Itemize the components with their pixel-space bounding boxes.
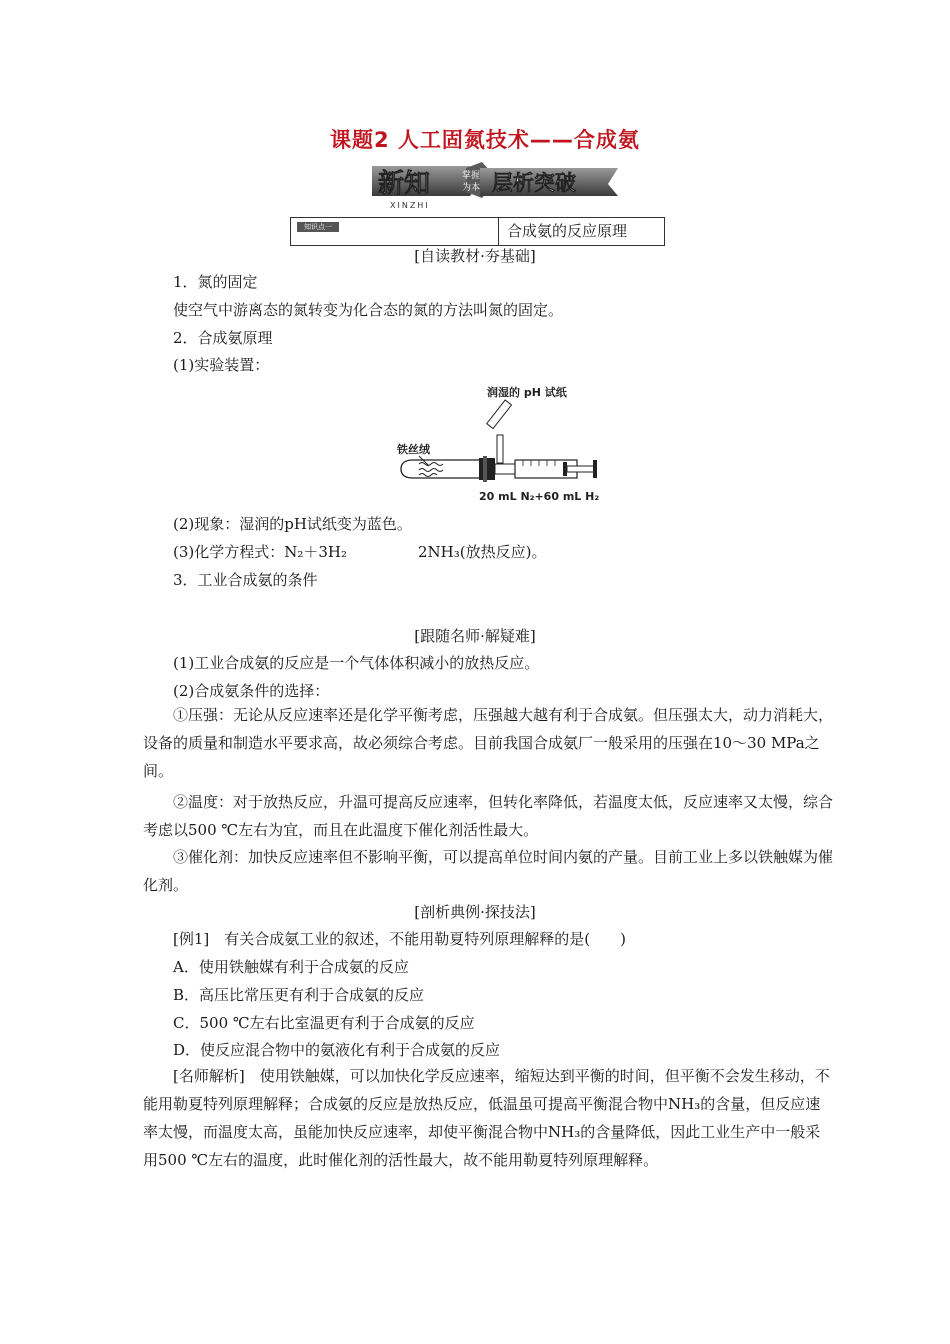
label-ph-paper: 润湿的 pH 试纸 — [487, 386, 567, 399]
heading-nitrogen-fixation: 1．氮的固定 — [173, 273, 258, 291]
sub-equation-right: 2NH₃(放热反应)。 — [418, 543, 547, 561]
section-header-teacher: [跟随名师·解疑难] — [414, 627, 536, 645]
page-title: 课题2 人工固氮技术——合成氨 — [330, 128, 640, 152]
banner-pinyin: XINZHI — [390, 201, 430, 210]
banner-small-text-1: 掌握 — [462, 171, 481, 181]
option-b: B．高压比常压更有利于合成氨的反应 — [173, 986, 425, 1004]
label-gas-mixture: 20 mL N₂+60 mL H₂ — [479, 490, 600, 503]
knowledge-point-box — [290, 217, 665, 246]
section-header-examples: [剖析典例·探技法] — [414, 903, 536, 921]
heading-industrial-conditions: 3．工业合成氨的条件 — [173, 571, 318, 589]
sub-phenomenon: (2)现象：湿润的pH试纸变为蓝色。 — [173, 515, 412, 533]
paragraph-catalyst: ③催化剂：加快反应速率但不影响平衡，可以提高单位时间内氨的产量。目前工业上多以铁触媒为催化剂。 — [143, 848, 834, 894]
option-d: D．使反应混合物中的氨液化有利于合成氨的反应 — [173, 1041, 501, 1059]
knowledge-point-tag: 知识点一 — [297, 222, 339, 232]
knowledge-point-title: 合成氨的反应原理 — [507, 222, 628, 240]
experiment-apparatus-figure — [395, 380, 600, 505]
paragraph-nitrogen-fixation: 使空气中游离态的氮转变为化合态的氮的方法叫氮的固定。 — [173, 301, 564, 319]
divider — [498, 218, 499, 245]
banner-small-text-2: 为本 — [462, 183, 481, 193]
option-c: C．500 ℃左右比室温更有利于合成氨的反应 — [173, 1014, 475, 1032]
banner-big-text-1: 新知 — [378, 169, 431, 199]
sub-apparatus: (1)实验装置： — [173, 356, 270, 374]
paragraph-condition-selection: (2)合成氨条件的选择： — [173, 682, 330, 700]
section-header-self-study: [自读教材·夯基础] — [414, 247, 536, 265]
heading-synthesis-principle: 2．合成氨原理 — [173, 329, 273, 347]
paragraph-reaction-nature: (1)工业合成氨的反应是一个气体体积减小的放热反应。 — [173, 654, 540, 672]
sub-equation-left: (3)化学方程式：N₂＋3H₂ — [173, 543, 348, 561]
section-banner — [370, 162, 620, 210]
paragraph-temperature: ②温度：对于放热反应，升温可提高反应速率，但转化率降低，若温度太低，反应速率又太慢，综合考虑以500 ℃左右为宜，而且在此温度下催化剂活性最大。 — [143, 793, 834, 839]
banner-big-text-2: 层析突破 — [492, 171, 576, 195]
analysis-paragraph: [名师解析] 使用铁触媒，可以加快化学反应速率，缩短达到平衡的时间，但平衡不会发生移动，不能用勒夏特列原理解释；合成氨的反应是放热反应，低温虽可提高平衡混合物中NH₃的含量，但反应速率太慢，而温度太高，虽能加快反应速率，却使平衡混合物中NH₃的含量降低，因此工业生产中一般采用500 ℃左右的温度，此时催化剂的活性最大，故不能用勒夏特列原理解释。 — [143, 1067, 830, 1169]
label-iron-wool: 铁丝绒 — [397, 443, 430, 456]
example-question: [例1] 有关合成氨工业的叙述，不能用勒夏特列原理解释的是( ) — [173, 930, 626, 948]
paragraph-pressure: ①压强：无论从反应速率还是化学平衡考虑，压强越大越有利于合成氨。但压强太大，动力消耗大，设备的质量和制造水平要求高，故必须综合考虑。目前我国合成氨厂一般采用的压强在10～30 MPa之间。 — [143, 706, 834, 780]
option-a: A．使用铁触媒有利于合成氨的反应 — [173, 958, 409, 976]
